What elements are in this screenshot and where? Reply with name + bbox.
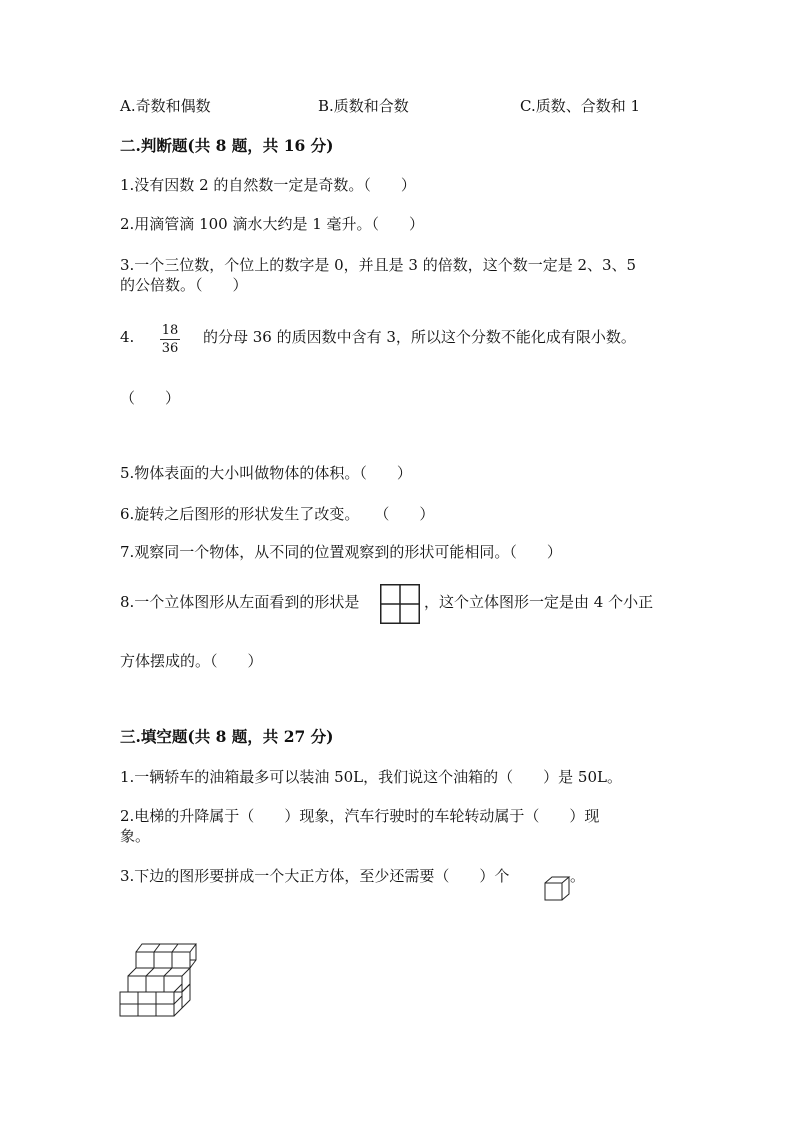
s2-question-8-line2: 方体摆成的。（ ）	[120, 652, 263, 670]
left-view-square-grid-icon	[380, 584, 420, 624]
fraction-numerator: 18	[161, 323, 179, 338]
choice-b: B.质数和合数	[318, 97, 409, 115]
fraction-18-36	[160, 324, 180, 356]
cube-stack-figure	[118, 940, 198, 1020]
s3-question-1: 1.一辆轿车的油箱最多可以装油 50L，我们说这个油箱的（ ）是 50L。	[120, 768, 622, 786]
s3-question-2-line2: 象。	[120, 827, 151, 845]
s2-question-5: 5.物体表面的大小叫做物体的体积。（ ）	[120, 464, 412, 482]
s2-question-7: 7.观察同一个物体，从不同的位置观察到的形状可能相同。（ ）	[120, 543, 562, 561]
fraction-denominator: 36	[161, 341, 179, 356]
s2-question-3-line2: 的公倍数。（ ）	[120, 276, 248, 294]
s2-question-2: 2.用滴管滴 100 滴水大约是 1 毫升。（ ）	[120, 215, 425, 233]
s2-question-8-part2: ，这个立体图形一定是由 4 个小正	[424, 593, 654, 611]
fraction-bar	[160, 339, 180, 340]
section2-title: 二.判断题(共 8 题，共 16 分)	[120, 136, 334, 155]
s2-question-4-blank: （ ）	[120, 389, 181, 407]
choice-c: C.质数、合数和 1	[520, 97, 641, 115]
s2-question-4-text: 的分母 36 的质因数中含有 3，所以这个分数不能化成有限小数。	[203, 328, 636, 346]
s2-question-3-line1: 3.一个三位数，个位上的数字是 0，并且是 3 的倍数，这个数一定是 2、3、5	[120, 256, 637, 274]
s2-question-1: 1.没有因数 2 的自然数一定是奇数。（ ）	[120, 176, 416, 194]
s2-question-6: 6.旋转之后图形的形状发生了改变。 （ ）	[120, 505, 435, 523]
s3-question-3-part2: 。	[570, 867, 586, 885]
s3-question-3-part1: 3.下边的图形要拼成一个大正方体，至少还需要（ ）个	[120, 867, 510, 885]
small-cube-icon	[544, 876, 570, 902]
s2-question-8-part1: 8.一个立体图形从左面看到的形状是	[120, 593, 360, 611]
s2-question-4-number: 4.	[120, 328, 135, 346]
section3-title: 三.填空题(共 8 题，共 27 分)	[120, 727, 334, 746]
choice-a: A.奇数和偶数	[120, 97, 211, 115]
s3-question-2-line1: 2.电梯的升降属于（ ）现象，汽车行驶时的车轮转动属于（ ）现	[120, 807, 600, 825]
